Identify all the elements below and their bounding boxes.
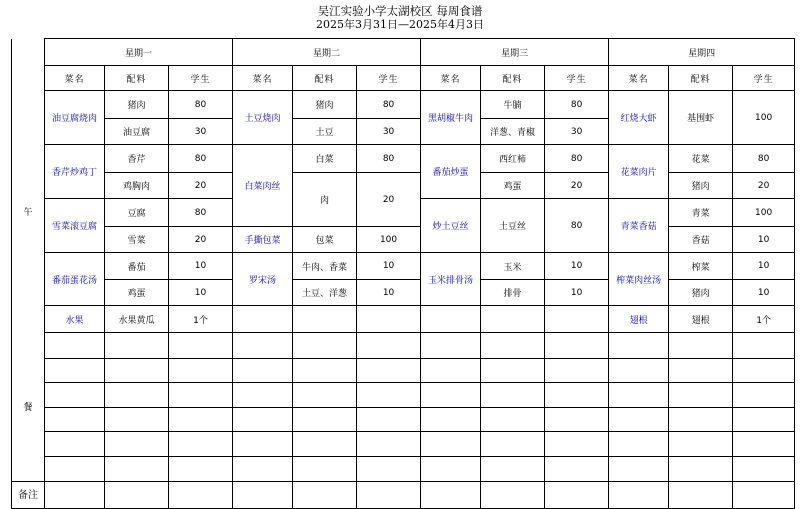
empty-cell (233, 432, 293, 457)
notes-cell (421, 482, 481, 509)
ingredient: 香芹 (105, 145, 169, 173)
ingredient: 猪肉 (105, 91, 169, 119)
student-portion: 20 (545, 173, 609, 199)
dish-name: 油豆腐烧肉 (45, 91, 105, 145)
empty-cell (233, 383, 293, 408)
col-header-students: 学生 (357, 66, 421, 91)
col-header-dish: 菜名 (609, 66, 669, 91)
empty-cell (45, 432, 105, 457)
ingredient: 鸡胸肉 (105, 173, 169, 199)
empty-cell (609, 457, 669, 482)
empty-cell (669, 457, 733, 482)
day-header: 星期二 (233, 39, 421, 66)
empty-cell (45, 359, 105, 383)
student-portion: 10 (733, 253, 795, 280)
ingredient: 肉 (293, 173, 357, 227)
ingredient: 牛腩 (481, 91, 545, 119)
ingredient: 白菜 (293, 145, 357, 173)
col-header-dish: 菜名 (233, 66, 293, 91)
ingredient: 包菜 (293, 227, 357, 253)
empty-cell (105, 432, 169, 457)
lunch-label-top: 午 (12, 91, 45, 333)
notes-cell (45, 482, 105, 509)
col-header-ingredient: 配料 (293, 66, 357, 91)
empty-cell (169, 359, 233, 383)
empty-cell (421, 306, 481, 333)
notes-label: 备注 (12, 482, 45, 509)
ingredient: 鸡蛋 (481, 173, 545, 199)
notes-cell (357, 482, 421, 509)
empty-cell (481, 359, 545, 383)
empty-cell (293, 408, 357, 432)
empty-cell (169, 432, 233, 457)
ingredient: 排骨 (481, 280, 545, 306)
empty-cell (357, 359, 421, 383)
ingredient: 西红柿 (481, 145, 545, 173)
notes-cell (481, 482, 545, 509)
empty-cell (357, 457, 421, 482)
student-portion: 1个 (733, 306, 795, 333)
ingredient: 玉米 (481, 253, 545, 280)
dish-name: 青菜香菇 (609, 199, 669, 253)
empty-cell (357, 383, 421, 408)
student-portion: 20 (169, 173, 233, 199)
day-header: 星期三 (421, 39, 609, 66)
empty-cell (357, 306, 421, 333)
empty-cell (545, 359, 609, 383)
empty-cell (233, 359, 293, 383)
ingredient: 土豆丝 (481, 199, 545, 253)
ingredient: 雪菜 (105, 227, 169, 253)
ingredient: 榨菜 (669, 253, 733, 280)
ingredient: 豆腐 (105, 199, 169, 227)
notes-cell (609, 482, 669, 509)
notes-cell (169, 482, 233, 509)
col-header-dish: 菜名 (45, 66, 105, 91)
day-header: 星期一 (45, 39, 233, 66)
col-header-ingredient: 配料 (105, 66, 169, 91)
empty-cell (669, 408, 733, 432)
empty-cell (545, 408, 609, 432)
empty-cell (733, 383, 795, 408)
empty-cell (105, 383, 169, 408)
corner-cell (12, 39, 45, 91)
student-portion: 80 (545, 91, 609, 119)
ingredient: 猪肉 (669, 173, 733, 199)
empty-cell (545, 457, 609, 482)
col-header-ingredient: 配料 (669, 66, 733, 91)
dish-name: 水果 (45, 306, 105, 333)
student-portion: 80 (733, 145, 795, 173)
student-portion: 10 (733, 280, 795, 306)
student-portion: 100 (357, 227, 421, 253)
ingredient: 猪肉 (669, 280, 733, 306)
ingredient: 青菜 (669, 199, 733, 227)
empty-cell (293, 333, 357, 359)
empty-cell (357, 432, 421, 457)
col-header-dish: 菜名 (421, 66, 481, 91)
student-portion: 100 (733, 91, 795, 145)
empty-cell (421, 457, 481, 482)
empty-cell (609, 408, 669, 432)
notes-cell (545, 482, 609, 509)
empty-cell (233, 306, 293, 333)
empty-cell (481, 408, 545, 432)
student-portion: 10 (169, 253, 233, 280)
empty-cell (233, 457, 293, 482)
ingredient: 番茄 (105, 253, 169, 280)
empty-cell (545, 432, 609, 457)
dish-name: 土豆烧肉 (233, 91, 293, 145)
dish-name: 翅根 (609, 306, 669, 333)
empty-cell (293, 359, 357, 383)
dish-name: 红烧大虾 (609, 91, 669, 145)
empty-cell (421, 359, 481, 383)
ingredient: 猪肉 (293, 91, 357, 119)
empty-cell (421, 333, 481, 359)
empty-cell (105, 408, 169, 432)
empty-cell (421, 383, 481, 408)
ingredient: 鸡蛋 (105, 280, 169, 306)
student-portion: 10 (545, 253, 609, 280)
empty-cell (357, 408, 421, 432)
empty-cell (545, 306, 609, 333)
student-portion: 20 (357, 173, 421, 227)
empty-cell (169, 408, 233, 432)
empty-cell (357, 333, 421, 359)
student-portion: 10 (357, 253, 421, 280)
empty-cell (733, 333, 795, 359)
ingredient: 翅根 (669, 306, 733, 333)
empty-cell (45, 383, 105, 408)
student-portion: 80 (169, 145, 233, 173)
page-title (0, 4, 800, 32)
student-portion: 80 (169, 91, 233, 119)
ingredient: 洋葱、青椒 (481, 119, 545, 145)
student-portion: 10 (545, 280, 609, 306)
empty-cell (609, 359, 669, 383)
lunch-label-bottom: 餐 (12, 333, 45, 482)
ingredient: 牛肉、香菜 (293, 253, 357, 280)
ingredient: 油豆腐 (105, 119, 169, 145)
empty-cell (293, 383, 357, 408)
dish-name: 榨菜肉丝汤 (609, 253, 669, 306)
empty-cell (669, 383, 733, 408)
student-portion: 80 (169, 199, 233, 227)
day-header: 星期四 (609, 39, 795, 66)
dish-name: 番茄蛋花汤 (45, 253, 105, 306)
student-portion: 80 (545, 199, 609, 253)
dish-name: 炒土豆丝 (421, 199, 481, 253)
empty-cell (481, 383, 545, 408)
empty-cell (293, 306, 357, 333)
empty-cell (733, 408, 795, 432)
dish-name: 番茄炒蛋 (421, 145, 481, 199)
empty-cell (669, 359, 733, 383)
empty-cell (481, 333, 545, 359)
dish-name: 罗宋汤 (233, 253, 293, 306)
empty-cell (669, 432, 733, 457)
menu-table (11, 38, 794, 501)
student-portion: 30 (545, 119, 609, 145)
student-portion: 80 (357, 91, 421, 119)
col-header-students: 学生 (733, 66, 795, 91)
empty-cell (669, 333, 733, 359)
col-header-ingredient: 配料 (481, 66, 545, 91)
empty-cell (45, 457, 105, 482)
empty-cell (169, 457, 233, 482)
empty-cell (733, 432, 795, 457)
dish-name: 雪菜滚豆腐 (45, 199, 105, 253)
empty-cell (481, 432, 545, 457)
empty-cell (609, 383, 669, 408)
dish-name: 花菜肉片 (609, 145, 669, 199)
empty-cell (733, 359, 795, 383)
empty-cell (293, 457, 357, 482)
student-portion: 80 (357, 145, 421, 173)
empty-cell (545, 383, 609, 408)
empty-cell (609, 432, 669, 457)
empty-cell (481, 457, 545, 482)
empty-cell (169, 333, 233, 359)
student-portion: 10 (169, 280, 233, 306)
student-portion: 10 (733, 227, 795, 253)
empty-cell (233, 408, 293, 432)
empty-cell (733, 457, 795, 482)
student-portion: 1个 (169, 306, 233, 333)
student-portion: 20 (169, 227, 233, 253)
empty-cell (105, 457, 169, 482)
student-portion: 30 (169, 119, 233, 145)
empty-cell (169, 383, 233, 408)
empty-cell (105, 333, 169, 359)
ingredient: 基围虾 (669, 91, 733, 145)
ingredient: 花菜 (669, 145, 733, 173)
empty-cell (421, 408, 481, 432)
ingredient: 香菇 (669, 227, 733, 253)
empty-cell (45, 333, 105, 359)
student-portion: 30 (357, 119, 421, 145)
empty-cell (45, 408, 105, 432)
student-portion: 80 (545, 145, 609, 173)
student-portion: 10 (357, 280, 421, 306)
school-menu-title: 吴江实验小学太湖校区 每周食谱 (317, 4, 483, 18)
dish-name: 玉米排骨汤 (421, 253, 481, 306)
dish-name: 白菜肉丝 (233, 145, 293, 227)
notes-cell (669, 482, 733, 509)
dish-name: 黑胡椒牛肉 (421, 91, 481, 145)
empty-cell (481, 306, 545, 333)
notes-cell (293, 482, 357, 509)
notes-cell (233, 482, 293, 509)
empty-cell (421, 432, 481, 457)
empty-cell (609, 333, 669, 359)
ingredient: 土豆、洋葱 (293, 280, 357, 306)
student-portion: 20 (733, 173, 795, 199)
empty-cell (293, 432, 357, 457)
student-portion: 100 (733, 199, 795, 227)
date-range: 2025年3月31日—2025年4月3日 (316, 18, 484, 31)
col-header-students: 学生 (545, 66, 609, 91)
ingredient: 水果黄瓜 (105, 306, 169, 333)
empty-cell (233, 333, 293, 359)
empty-cell (545, 333, 609, 359)
notes-cell (105, 482, 169, 509)
ingredient: 土豆 (293, 119, 357, 145)
col-header-students: 学生 (169, 66, 233, 91)
empty-cell (105, 359, 169, 383)
dish-name: 手撕包菜 (233, 227, 293, 253)
dish-name: 香芹炒鸡丁 (45, 145, 105, 199)
notes-cell (733, 482, 795, 509)
